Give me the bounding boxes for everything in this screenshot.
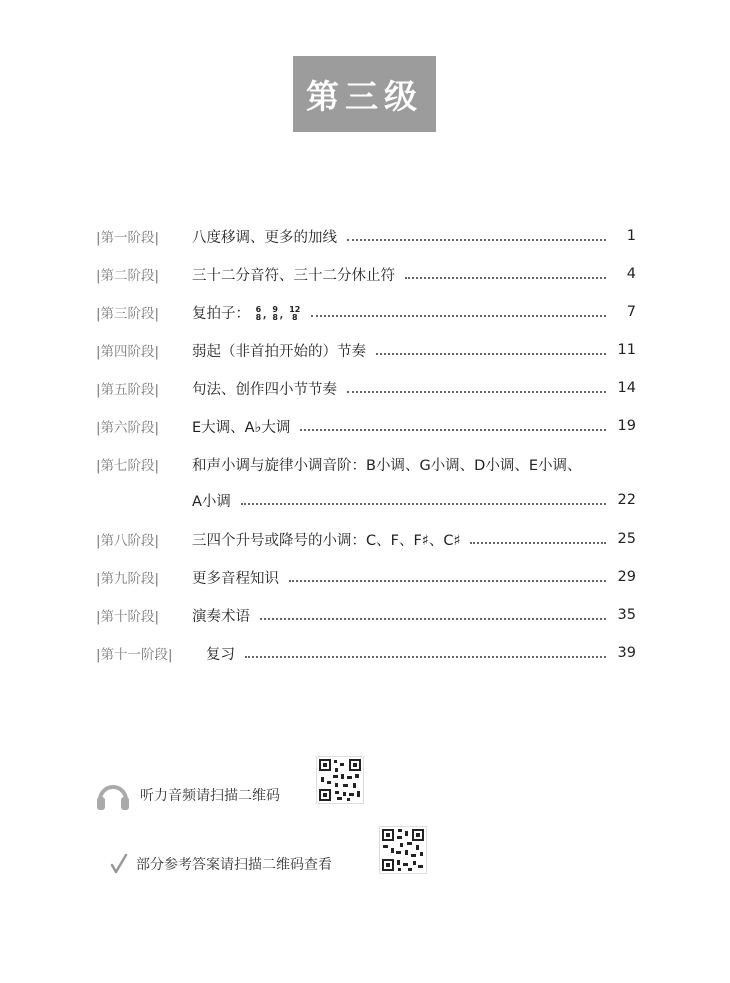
fraction-numerator: 9 [272,304,278,314]
toc-row[interactable] [96,452,636,476]
time-signature-fraction [289,306,300,322]
toc-row[interactable] [96,565,636,589]
toc-row[interactable] [96,414,636,438]
topic-title: A小调 [192,493,231,510]
page-number: 1 [626,228,636,244]
topic-title: 更多音程知识 [192,570,279,587]
leader-dots [347,238,606,241]
level-title: 第三级 [293,56,436,132]
topic-title: E大调、A♭大调 [192,419,291,436]
topic-title: 句法、创作四小节节奏 [192,381,337,398]
toc-row[interactable] [96,603,636,627]
stage-label: |第八阶段| [96,533,160,549]
toc-row[interactable] [96,376,636,400]
leader-dots [311,314,606,317]
page-number: 11 [617,342,636,358]
fraction-denominator: 8 [255,312,262,322]
page-number: 35 [617,607,636,623]
answers-text: 部分参考答案请扫描二维码查看 [136,857,332,873]
page-number: 25 [617,531,636,547]
topic-title: 三十二分音符、三十二分休止符 [192,267,395,284]
stage-label: |第一阶段| [96,230,160,246]
page-number: 14 [617,380,636,396]
qr-code-icon[interactable] [379,826,427,874]
qr-code-icon[interactable] [316,756,364,804]
toc-row[interactable] [96,224,636,248]
leader-dots [245,655,606,658]
page-number: 39 [617,645,636,661]
fraction-denominator: 8 [291,312,298,322]
leader-dots [289,579,606,582]
toc-row-continuation[interactable] [96,488,636,512]
page-number: 29 [617,569,636,585]
page-number: 22 [617,492,636,508]
stage-label: |第二阶段| [96,268,160,284]
page-number: 7 [626,304,636,320]
fraction-numerator: 12 [289,304,301,314]
leader-dots [260,617,606,620]
topic-title: 复习 [206,646,235,663]
listening-text: 听力音频请扫描二维码 [140,788,280,804]
time-signature-fraction [272,306,278,322]
stage-label: |第十阶段| [96,609,160,625]
leader-dots [241,502,606,505]
topic-title: 演奏术语 [192,608,250,625]
stage-label: |第五阶段| [96,382,160,398]
stage-label: |第九阶段| [96,571,160,587]
stage-label: |第四阶段| [96,344,160,360]
fraction-numerator: 6 [255,304,262,314]
time-signature-fraction [256,306,262,322]
checkmark-icon [110,853,128,875]
page-number: 19 [617,418,636,434]
leader-dots [405,276,606,279]
stage-label: |第十一阶段| [96,647,173,663]
toc-row[interactable] [96,300,636,324]
toc-row[interactable] [96,641,636,665]
toc-row[interactable] [96,262,636,286]
listening-audio-note [96,780,696,810]
topic-title: 八度移调、更多的加线 [192,229,337,246]
topic-title: 弱起（非首拍开始的）节奏 [192,343,366,360]
page-number: 4 [626,266,636,282]
leader-dots [347,390,606,393]
stage-label: |第三阶段| [96,306,160,322]
toc-row[interactable] [96,527,636,551]
topic-title: 三四个升号或降号的小调：C、F、F♯、C♯ [192,532,461,549]
stage-label: |第六阶段| [96,420,160,436]
leader-dots [376,352,606,355]
toc-row[interactable] [96,338,636,362]
topic-title: 复拍子： [192,305,250,322]
fraction-denominator: 8 [272,312,278,322]
topic-title-with-fractions: 复拍子： 6 8 , 9 8 , 12 8 [192,304,301,322]
headphones-icon [96,780,130,810]
leader-dots [470,541,606,544]
leader-dots [300,428,606,431]
topic-title: 和声小调与旋律小调音阶：B小调、G小调、D小调、E小调、 [192,457,582,474]
stage-label: |第七阶段| [96,458,160,474]
